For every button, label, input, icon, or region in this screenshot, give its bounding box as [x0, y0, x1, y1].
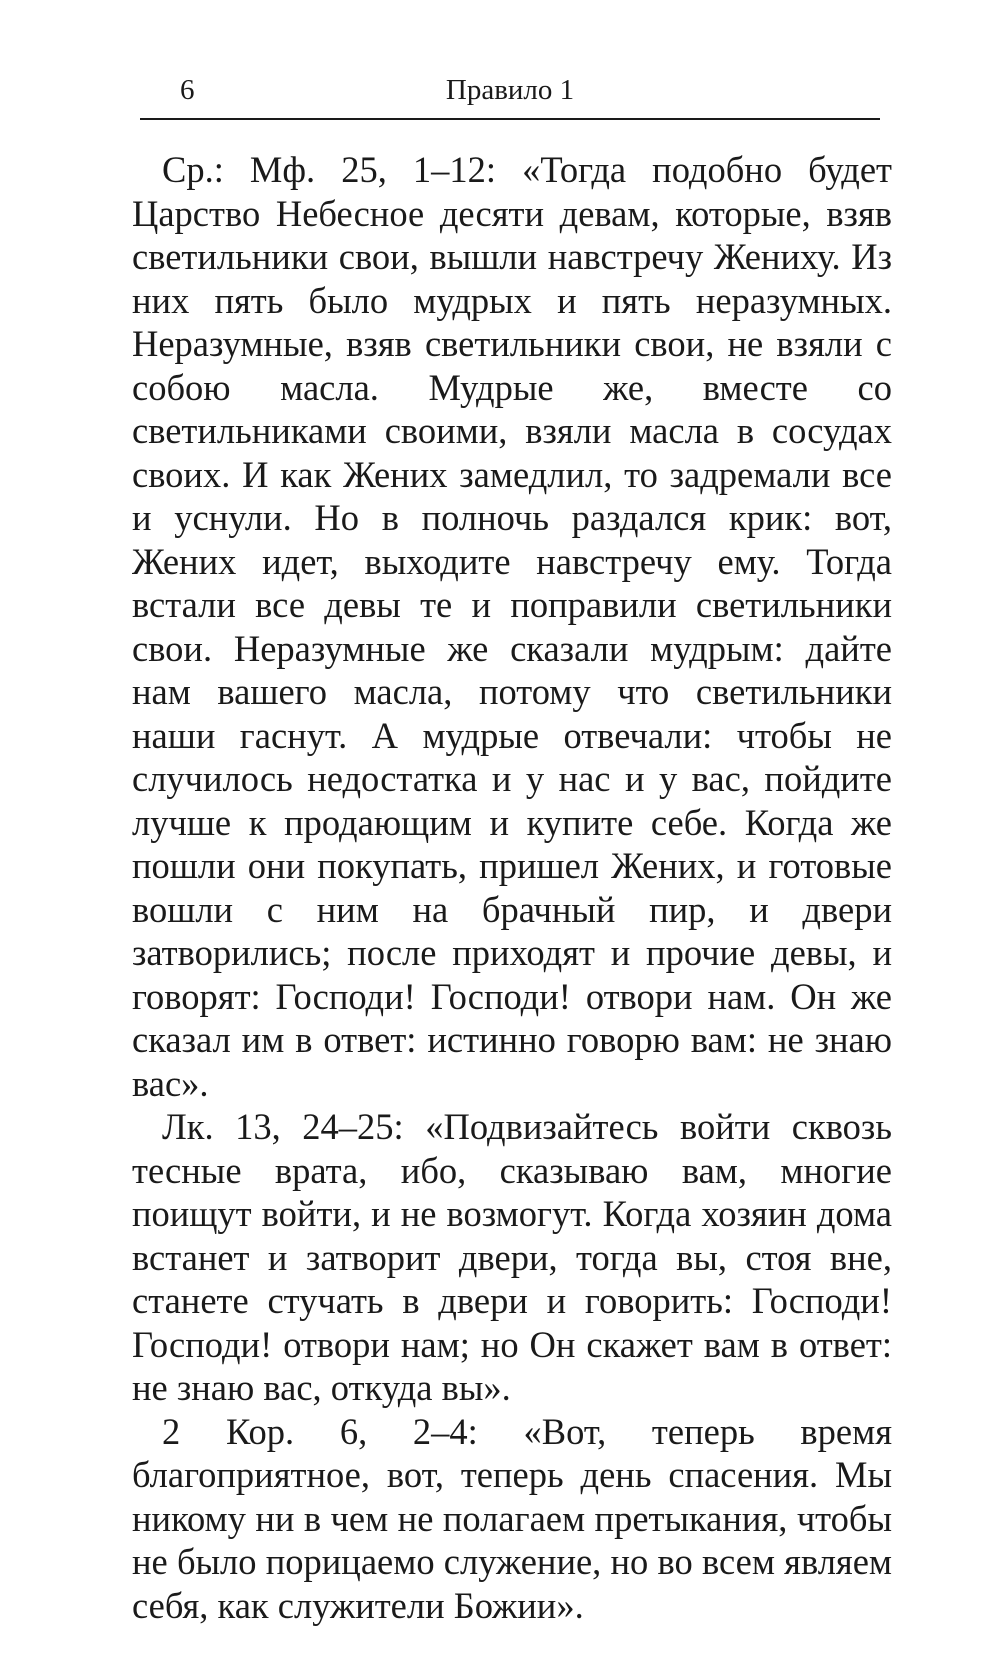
page-number: 6	[180, 74, 195, 106]
paragraph-matthew-quote: Ср.: Мф. 25, 1–12: «Тогда подобно будет Царство Небесное десяти девам, которые, взяв светильники свои, вышли навстречу Жениху. Из них пять было мудрых и пять неразумных. Неразумные, взяв светильники свои, не взяли с собою масла. Мудрые же, вместе со светильниками своими, взяли масла в сосудах своих. И как Жених замедлил, то задремали все и уснули. Но в полночь раздался крик: вот, Жених идет, выходите навстречу ему. Тогда встали все девы те и поправили светильники свои. Неразумные же сказали мудрым: дайте нам вашего масла, потому что светильники наши гаснут. А мудрые отвечали: чтобы не случилось недостатка и у нас и у вас, пойдите лучше к продающим и купите себе. Когда же пошли они покупать, пришел Жених, и готовые вошли с ним на брачный пир, и двери затворились; после приходят и прочие девы, и говорят: Господи! Господи! отвори нам. Он же сказал им в ответ: истинно говорю вам: не знаю вас».	[132, 149, 892, 1104]
paragraph-corinthians-quote: 2 Кор. 6, 2–4: «Вот, теперь время благоприятное, вот, теперь день спасения. Мы никому ни в чем не полагаем претыкания, чтобы не было порицаемо служение, но во всем являем себя, как служители Божии».	[132, 1410, 892, 1626]
running-head	[140, 72, 880, 120]
paragraph-luke-quote: Лк. 13, 24–25: «Подвизайтесь войти сквозь тесные врата, ибо, сказываю вам, многие поищут войти, и не возмогут. Когда хозяин дома встанет и затворит двери, тогда вы, стоя вне, станете стучать в двери и говорить: Господи! Господи! отвори нам; но Он скажет вам в ответ: не знаю вас, откуда вы».	[132, 1106, 892, 1408]
chapter-title: Правило 1	[445, 74, 575, 106]
body-text	[132, 148, 892, 1627]
